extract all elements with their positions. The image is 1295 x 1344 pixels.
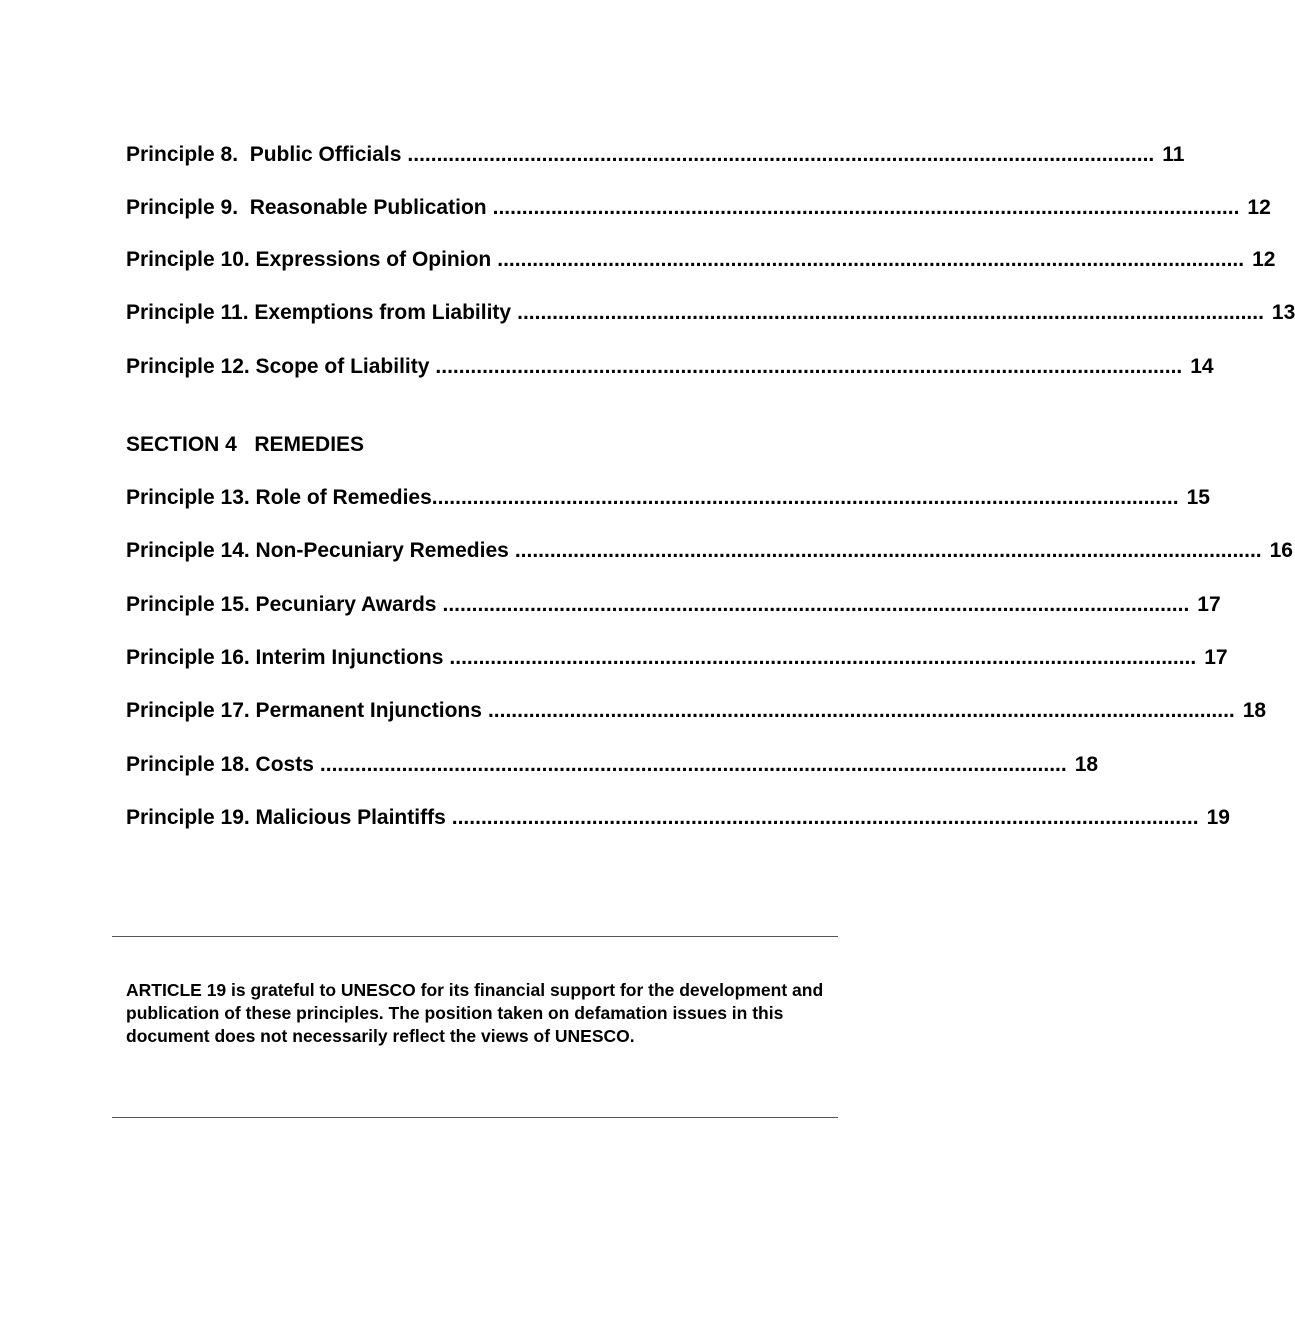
toc-entry-page: 18 xyxy=(1242,699,1267,722)
toc-entry-principle-19[interactable] xyxy=(126,804,1230,832)
toc-entry-title: Principle 15. Pecuniary Awards xyxy=(126,593,437,616)
toc-leader-dots: ................................................................................................................................ xyxy=(451,806,1199,829)
toc-entry-principle-15[interactable] xyxy=(126,591,1221,619)
toc-entry-page: 16 xyxy=(1269,539,1293,562)
toc-leader-dots: ................................................................................................................................ xyxy=(497,248,1245,271)
toc-entry-title: Principle 8. Public Officials xyxy=(126,143,402,166)
toc-leader-dots: ................................................................................................................................ xyxy=(514,539,1262,562)
toc-leader-dots: ................................................................................................................................ xyxy=(319,753,1067,776)
toc-entry-principle-17[interactable] xyxy=(126,697,1267,725)
toc-entry-title: Principle 13. Role of Remedies xyxy=(126,486,432,509)
toc-entry-page: 12 xyxy=(1252,248,1276,271)
toc-leader-dots: ................................................................................................................................ xyxy=(407,143,1155,166)
toc-leader-dots: ................................................................................................................................ xyxy=(517,301,1264,324)
acknowledgement-note: ARTICLE 19 is grateful to UNESCO for its financial support for the development and publication of these principles. The position taken on defamation issues in this document does not necessarily reflect the views of UNESCO. xyxy=(126,980,824,1046)
divider-bottom xyxy=(112,1117,838,1118)
toc-entry-title: Principle 18. Costs xyxy=(126,753,314,776)
toc-entry-title: Principle 14. Non-Pecuniary Remedies xyxy=(126,539,509,562)
toc-entry-page: 14 xyxy=(1190,355,1214,378)
toc-entry-page: 17 xyxy=(1204,646,1228,669)
toc-leader-dots: ................................................................................................................................ xyxy=(487,699,1235,722)
toc-entry-principle-18[interactable] xyxy=(126,751,1099,779)
toc-leader-dots: ................................................................................................................................ xyxy=(442,593,1190,616)
divider-top xyxy=(112,936,838,937)
toc-entry-title: Principle 9. Reasonable Publication xyxy=(126,196,487,219)
toc-entry-principle-14[interactable] xyxy=(126,537,1293,565)
toc-entry-principle-10[interactable] xyxy=(126,246,1276,274)
toc-entry-page: 18 xyxy=(1074,753,1099,776)
toc-entry-principle-9[interactable] xyxy=(126,194,1271,222)
toc-entry-title: Principle 19. Malicious Plaintiffs xyxy=(126,806,446,829)
toc-entry-principle-13[interactable] xyxy=(126,484,1210,512)
toc-leader-dots: ................................................................................................................................ xyxy=(492,196,1240,219)
toc-leader-dots: ................................................................................................................................ xyxy=(435,355,1183,378)
toc-entry-page: 17 xyxy=(1197,593,1221,616)
toc-entry-page: 12 xyxy=(1247,196,1271,219)
toc-entry-title: Principle 12. Scope of Liability xyxy=(126,355,430,378)
toc-entry-principle-12[interactable] xyxy=(126,353,1214,381)
section-4-heading: SECTION 4 REMEDIES xyxy=(126,433,365,456)
toc-entry-title: Principle 16. Interim Injunctions xyxy=(126,646,444,669)
toc-entry-page: 19 xyxy=(1206,806,1230,829)
toc-entry-title: Principle 11. Exemptions from Liability xyxy=(126,301,512,324)
toc-leader-dots: ................................................................................................................................ xyxy=(431,486,1179,509)
toc-entry-principle-16[interactable] xyxy=(126,644,1228,672)
toc-entry-title: Principle 10. Expressions of Opinion xyxy=(126,248,492,271)
toc-entry-principle-8[interactable] xyxy=(126,141,1185,169)
toc-entry-page: 13 xyxy=(1271,301,1295,324)
toc-leader-dots: ................................................................................................................................ xyxy=(449,646,1197,669)
toc-entry-principle-11[interactable] xyxy=(126,299,1295,327)
toc-entry-title: Principle 17. Permanent Injunctions xyxy=(126,699,482,722)
toc-entry-page: 11 xyxy=(1162,143,1185,166)
toc-entry-page: 15 xyxy=(1186,486,1210,509)
